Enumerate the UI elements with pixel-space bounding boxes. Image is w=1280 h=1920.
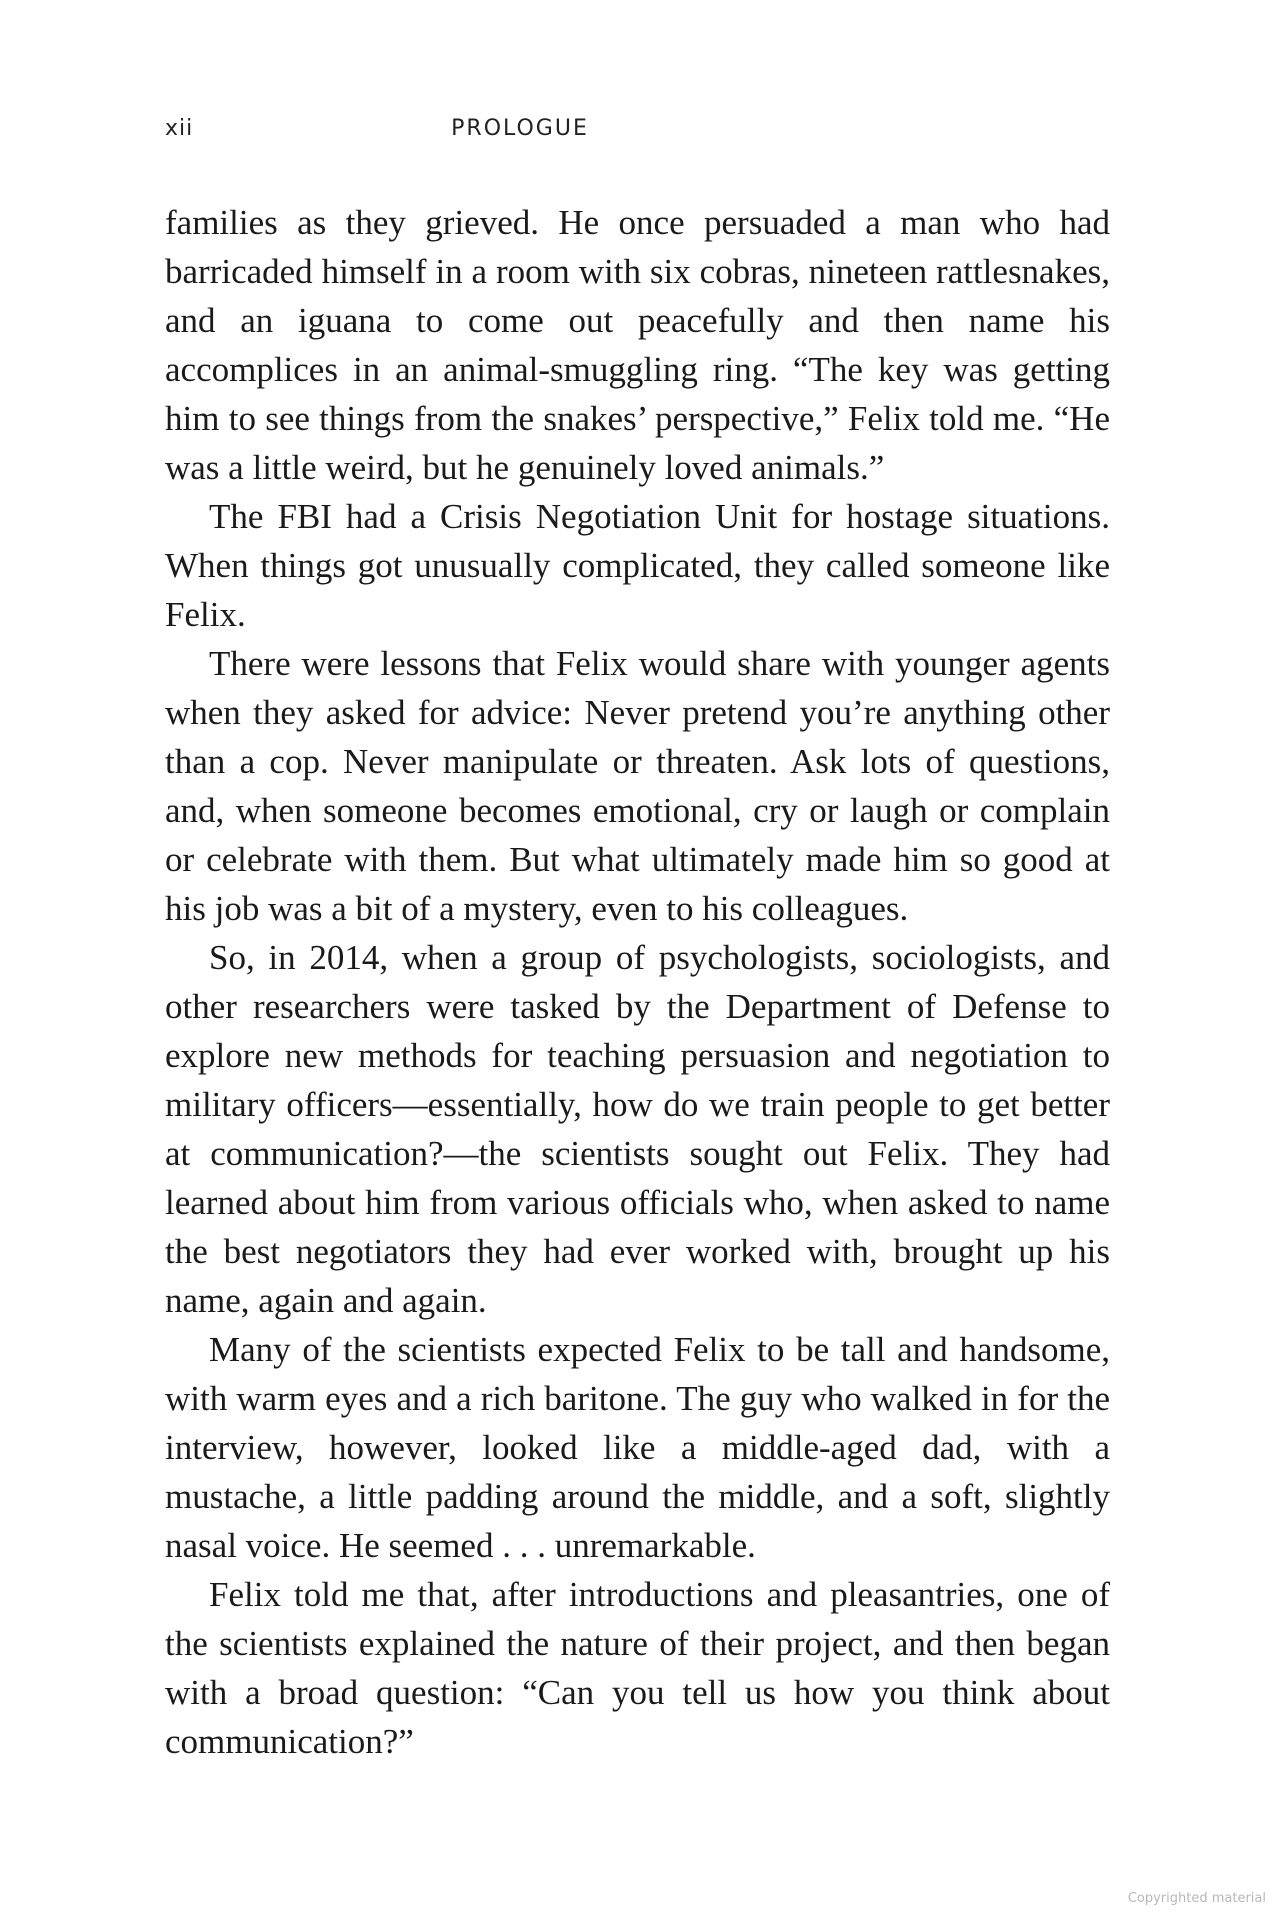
page-number: xii <box>165 116 194 141</box>
running-head <box>165 116 1115 150</box>
copyright-watermark: Copyrighted material <box>1127 1891 1266 1906</box>
paragraph: Many of the scientists expected Felix to be tall and handsome, with warm eyes and a rich baritone. The guy who walked in for the interview, however, looked like a middle-aged dad, with a mustache, a little padding around the middle, and a soft, slightly nasal voice. He seemed . . . unremarkable. <box>165 1330 1110 1565</box>
section-title: PROLOGUE <box>451 116 589 141</box>
paragraph: So, in 2014, when a group of psychologists, sociologists, and other researchers were tasked by the Department of Defense to explore new methods for teaching persuasion and negotiation to military officers—essentially, how do we train people to get better at communication?—the scientists sought out Felix. They had learned about him from various officials who, when asked to name the best negotiators they had ever worked with, brought up his name, again and again. <box>165 938 1110 1320</box>
paragraph: Felix told me that, after introductions and pleasantries, one of the scientists explained the nature of their project, and then began with a broad question: “Can you tell us how you think about communication?” <box>165 1575 1110 1761</box>
paragraph: The FBI had a Crisis Negotiation Unit for hostage situations. When things got unusually complicated, they called someone like Felix. <box>165 497 1110 634</box>
paragraph-continued: families as they grieved. He once persuaded a man who had barricaded himself in a room with six cobras, nineteen rattlesnakes, and an iguana to come out peacefully and then name his accomplices in an animal-smuggling ring. “The key was getting him to see things from the snakes’ perspective,” Felix told me. “He was a little weird, but he genuinely loved animals.” <box>165 203 1110 487</box>
body-text <box>165 198 1110 1766</box>
paragraph: There were lessons that Felix would share with younger agents when they asked for advice: Never pretend you’re anything other than a cop. Never manipulate or threaten. Ask lots of questions, and, when someone becomes emotional, cry or laugh or complain or celebrate with them. But what ultimately made him so good at his job was a bit of a mystery, even to his colleagues. <box>165 644 1110 928</box>
